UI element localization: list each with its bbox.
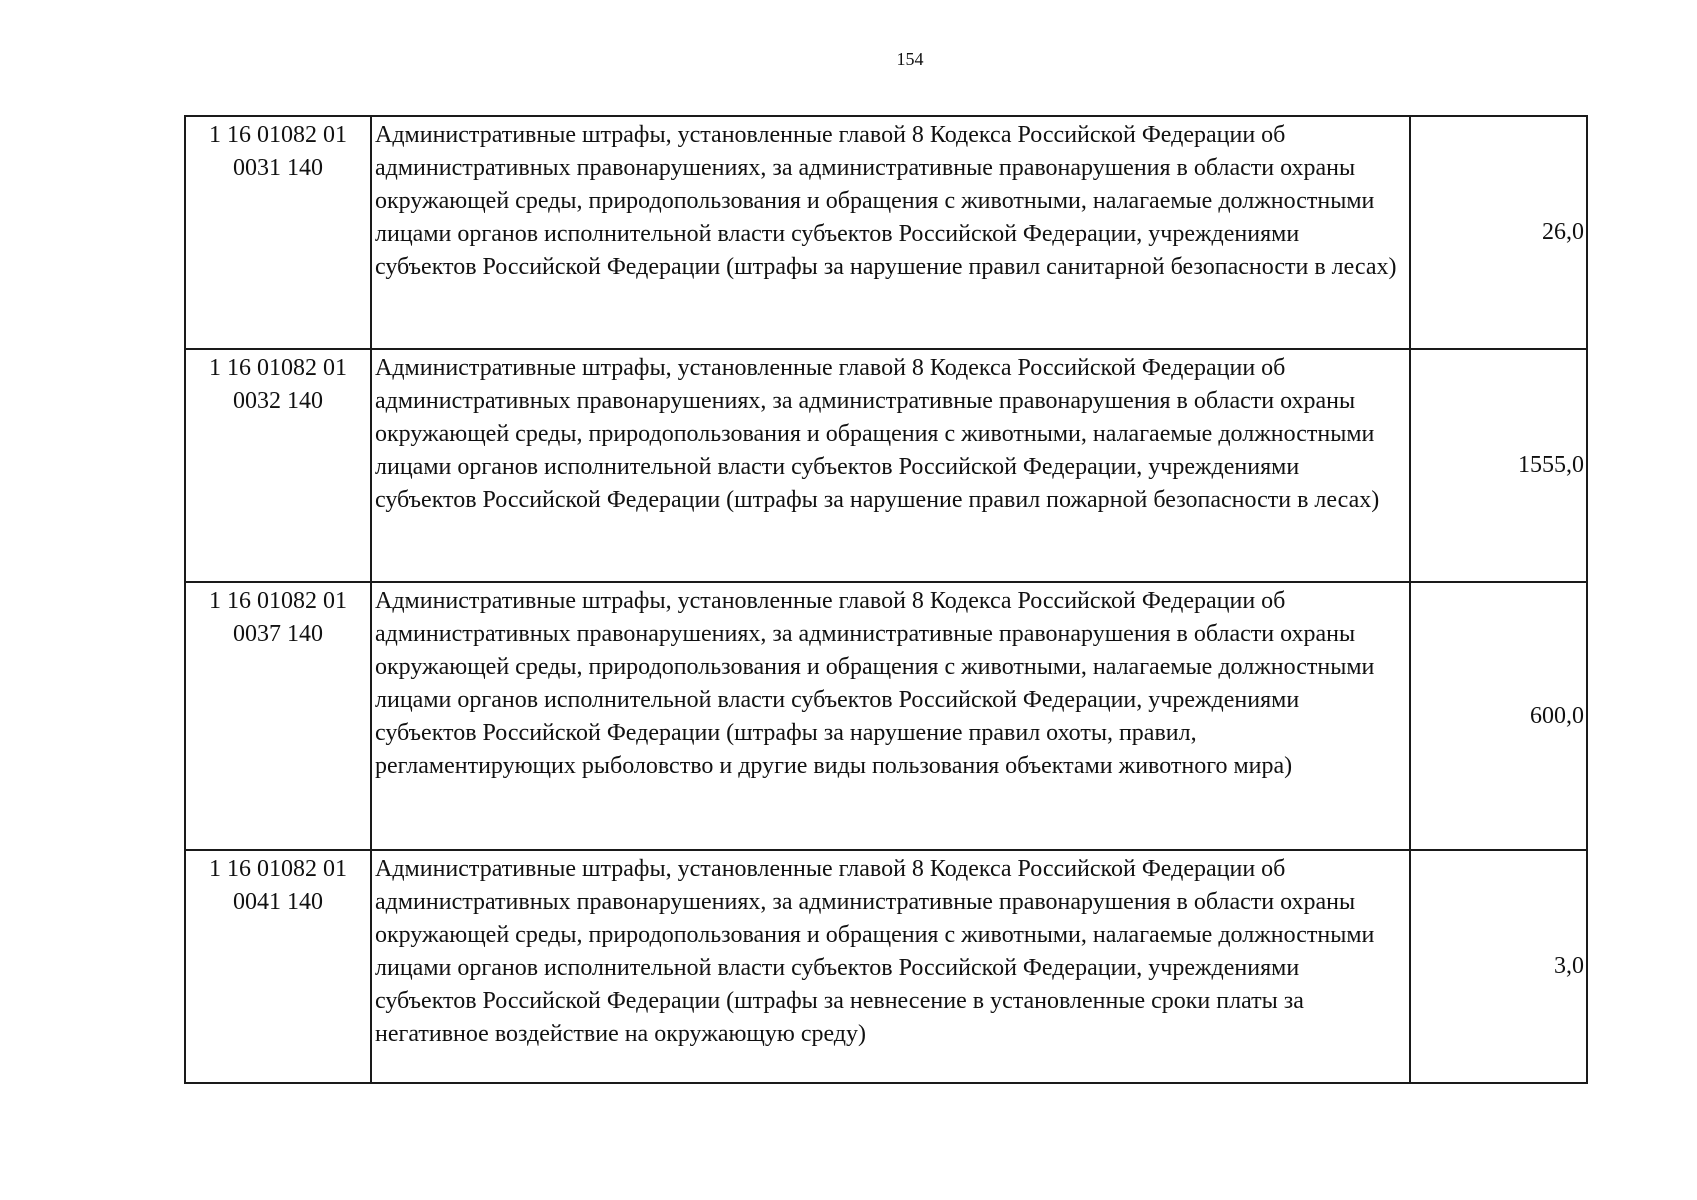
budget-code: 1 16 01082 01 0037 140 xyxy=(185,582,371,850)
revenue-description: Административные штрафы, установленные главой 8 Кодекса Российской Федерации об административных правонарушениях, за административные правонарушения в области охраны окружающей среды, природопользования и обращения с животными, налагаемые должностными лицами органов исполнительной власти субъектов Российской Федерации, учреждениями субъектов Российской Федерации (штрафы за невнесение в установленные сроки платы за негативное воздействие на окружающую среду) xyxy=(371,850,1410,1083)
revenue-description: Административные штрафы, установленные главой 8 Кодекса Российской Федерации об административных правонарушениях, за административные правонарушения в области охраны окружающей среды, природопользования и обращения с животными, налагаемые должностными лицами органов исполнительной власти субъектов Российской Федерации, учреждениями субъектов Российской Федерации (штрафы за нарушение правил пожарной безопасности в лесах) xyxy=(371,349,1410,582)
budget-code: 1 16 01082 01 0041 140 xyxy=(185,850,371,1083)
amount: 3,0 xyxy=(1410,850,1587,1083)
amount: 26,0 xyxy=(1410,116,1587,349)
table-row xyxy=(185,116,1587,349)
table-row xyxy=(185,850,1587,1083)
revenue-table xyxy=(184,115,1588,1084)
table-row xyxy=(185,582,1587,850)
revenue-description: Административные штрафы, установленные главой 8 Кодекса Российской Федерации об административных правонарушениях, за административные правонарушения в области охраны окружающей среды, природопользования и обращения с животными, налагаемые должностными лицами органов исполнительной власти субъектов Российской Федерации, учреждениями субъектов Российской Федерации (штрафы за нарушение правил санитарной безопасности в лесах) xyxy=(371,116,1410,349)
table-row xyxy=(185,349,1587,582)
budget-code: 1 16 01082 01 0032 140 xyxy=(185,349,371,582)
amount: 600,0 xyxy=(1410,582,1587,850)
amount: 1555,0 xyxy=(1410,349,1587,582)
budget-code: 1 16 01082 01 0031 140 xyxy=(185,116,371,349)
revenue-description: Административные штрафы, установленные главой 8 Кодекса Российской Федерации об административных правонарушениях, за административные правонарушения в области охраны окружающей среды, природопользования и обращения с животными, налагаемые должностными лицами органов исполнительной власти субъектов Российской Федерации, учреждениями субъектов Российской Федерации (штрафы за нарушение правил охоты, правил, регламентирующих рыболовство и другие виды пользования объектами животного мира) xyxy=(371,582,1410,850)
page-number: 154 xyxy=(896,49,924,69)
